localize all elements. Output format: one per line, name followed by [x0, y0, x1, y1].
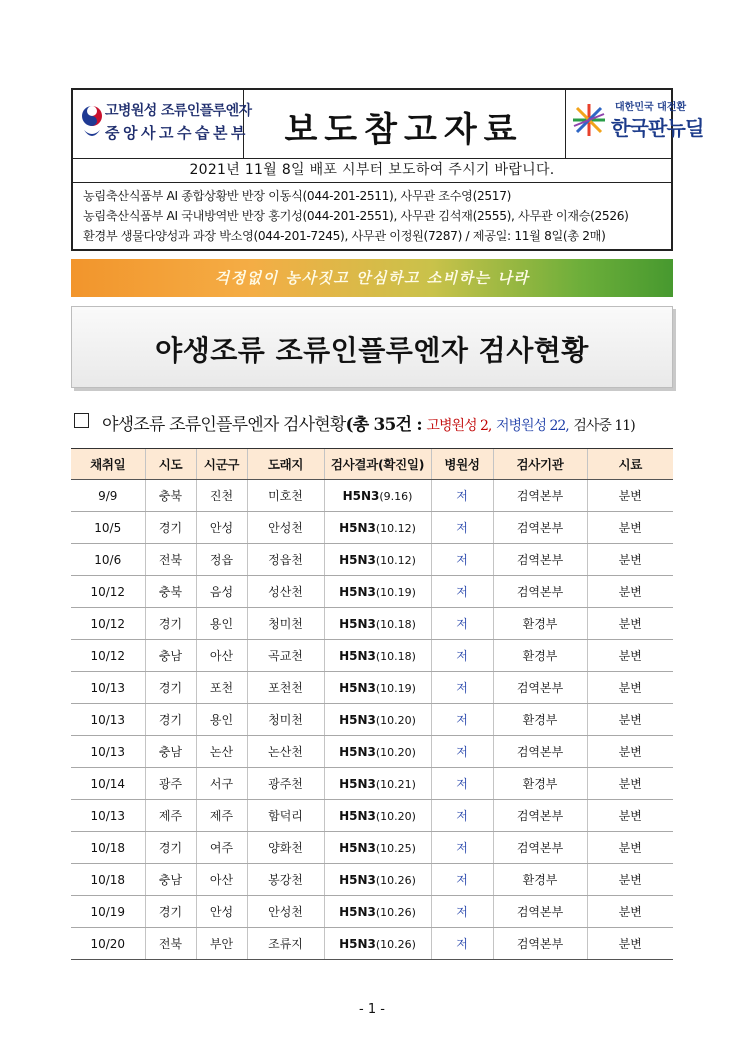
pathogenicity-cell: 저	[431, 640, 493, 672]
lab-cell: 검역본부	[493, 832, 587, 864]
province-cell: 전북	[145, 928, 196, 960]
column-header: 시군구	[196, 449, 247, 480]
result-subtype: H5N3	[339, 680, 376, 695]
result-cell	[324, 864, 431, 896]
district-cell: 제주	[196, 800, 247, 832]
lab-cell: 환경부	[493, 864, 587, 896]
province-cell: 경기	[145, 672, 196, 704]
pathogenicity-cell: 저	[431, 672, 493, 704]
site-cell: 정읍천	[247, 544, 324, 576]
date-cell: 10/12	[71, 576, 145, 608]
date-cell: 9/9	[71, 480, 145, 512]
province-cell: 경기	[145, 896, 196, 928]
slogan-banner	[71, 259, 673, 297]
column-header: 검사기관	[493, 449, 587, 480]
lab-cell: 검역본부	[493, 480, 587, 512]
confirm-date: (10.20)	[375, 713, 416, 727]
pathogenicity-cell: 저	[431, 480, 493, 512]
site-cell: 안성천	[247, 512, 324, 544]
lab-cell: 환경부	[493, 640, 587, 672]
date-cell: 10/5	[71, 512, 145, 544]
date-cell: 10/19	[71, 896, 145, 928]
column-header: 시도	[145, 449, 196, 480]
sample-cell: 분변	[587, 544, 673, 576]
province-cell: 전북	[145, 544, 196, 576]
pathogenicity-cell: 저	[431, 576, 493, 608]
table-row	[71, 608, 673, 640]
district-cell: 안성	[196, 512, 247, 544]
province-cell: 충남	[145, 864, 196, 896]
district-cell: 안성	[196, 896, 247, 928]
table-row	[71, 672, 673, 704]
site-cell: 양화천	[247, 832, 324, 864]
date-cell: 10/14	[71, 768, 145, 800]
confirm-date: (10.12)	[375, 521, 416, 535]
lab-cell: 검역본부	[493, 512, 587, 544]
lab-cell: 검역본부	[493, 800, 587, 832]
date-cell: 10/13	[71, 672, 145, 704]
confirm-date: (10.21)	[375, 777, 416, 791]
province-cell: 충남	[145, 736, 196, 768]
district-cell: 아산	[196, 864, 247, 896]
result-subtype: H5N3	[339, 840, 376, 855]
lab-cell: 환경부	[493, 768, 587, 800]
lab-cell: 검역본부	[493, 896, 587, 928]
press-header-box	[71, 88, 704, 251]
district-cell: 부안	[196, 928, 247, 960]
header-top-row	[73, 90, 704, 159]
high-path-count: 고병원성 2,	[426, 418, 492, 434]
contact-line: 환경부 생물다양성과 과장 박소영(044-201-7245), 사무관 이정원(7287) / 제공일: 11월 8일(총 2매)	[83, 229, 606, 243]
result-cell	[324, 512, 431, 544]
column-header: 도래지	[247, 449, 324, 480]
title-box	[71, 306, 673, 388]
district-cell: 진천	[196, 480, 247, 512]
table-row	[71, 576, 673, 608]
result-subtype: H5N3	[339, 552, 376, 567]
district-cell: 서구	[196, 768, 247, 800]
lab-cell: 환경부	[493, 608, 587, 640]
pathogenicity-cell: 저	[431, 896, 493, 928]
province-cell: 경기	[145, 512, 196, 544]
hq-name-line2: 중앙사고수습본부	[105, 124, 249, 142]
sample-cell: 분변	[587, 704, 673, 736]
sample-cell: 분변	[587, 800, 673, 832]
result-cell	[324, 736, 431, 768]
new-deal-star-icon	[571, 102, 607, 138]
result-cell	[324, 800, 431, 832]
result-cell	[324, 768, 431, 800]
section-label: 야생조류 조류인플루엔자 검사현황	[102, 415, 346, 435]
table-row	[71, 512, 673, 544]
column-header: 시료	[587, 449, 673, 480]
sample-cell: 분변	[587, 576, 673, 608]
site-cell: 봉강천	[247, 864, 324, 896]
lab-cell: 검역본부	[493, 672, 587, 704]
sample-cell: 분변	[587, 512, 673, 544]
hq-logo-cell	[73, 90, 252, 158]
table-header-row	[71, 449, 673, 480]
pathogenicity-cell: 저	[431, 928, 493, 960]
confirm-date: (9.16)	[379, 489, 413, 503]
site-cell: 함덕리	[247, 800, 324, 832]
date-cell: 10/20	[71, 928, 145, 960]
site-cell: 청미천	[247, 608, 324, 640]
province-cell: 경기	[145, 704, 196, 736]
province-cell: 광주	[145, 768, 196, 800]
press-title: 보도참고자료	[284, 110, 524, 150]
result-subtype: H5N3	[339, 808, 376, 823]
result-subtype: H5N3	[339, 872, 376, 887]
in-progress-count: 검사중 11)	[573, 418, 635, 434]
site-cell: 성산천	[247, 576, 324, 608]
section-count: (총 35건 :	[345, 415, 422, 435]
date-cell: 10/13	[71, 704, 145, 736]
date-cell: 10/18	[71, 832, 145, 864]
province-cell: 충북	[145, 480, 196, 512]
result-cell	[324, 576, 431, 608]
site-cell: 미호천	[247, 480, 324, 512]
sample-cell: 분변	[587, 928, 673, 960]
sample-cell: 분변	[587, 672, 673, 704]
table-row	[71, 736, 673, 768]
slogan-text: 걱정없이 농사짓고 안심하고 소비하는 나라	[214, 269, 530, 287]
press-title-cell	[243, 90, 566, 158]
column-header: 검사결과(확진일)	[324, 449, 431, 480]
checkbox-icon	[74, 413, 89, 428]
table-row	[71, 896, 673, 928]
district-cell: 정읍	[196, 544, 247, 576]
district-cell: 용인	[196, 704, 247, 736]
pathogenicity-cell: 저	[431, 864, 493, 896]
district-cell: 포천	[196, 672, 247, 704]
site-cell: 곡교천	[247, 640, 324, 672]
main-title: 야생조류 조류인플루엔자 검사현황	[155, 334, 589, 367]
result-cell	[324, 704, 431, 736]
date-cell: 10/18	[71, 864, 145, 896]
date-cell: 10/12	[71, 608, 145, 640]
table-row	[71, 864, 673, 896]
page-number: - 1 -	[359, 1002, 385, 1017]
lab-cell: 검역본부	[493, 928, 587, 960]
table-row	[71, 768, 673, 800]
province-cell: 충북	[145, 576, 196, 608]
pathogenicity-cell: 저	[431, 544, 493, 576]
result-subtype: H5N3	[342, 488, 380, 503]
contact-list	[83, 186, 629, 246]
result-subtype: H5N3	[339, 648, 376, 663]
confirm-date: (10.25)	[375, 841, 416, 855]
section-heading-text	[102, 410, 635, 435]
confirm-date: (10.19)	[375, 681, 416, 695]
district-cell: 논산	[196, 736, 247, 768]
hq-name-line1: 고병원성 조류인플루엔자	[105, 103, 252, 119]
table-row	[71, 480, 673, 512]
result-cell	[324, 480, 431, 512]
date-cell: 10/13	[71, 736, 145, 768]
site-cell: 포천천	[247, 672, 324, 704]
contact-line: 농림축산식품부 AI 국내방역반 반장 홍기성(044-201-2551), 사무관 김석재(2555), 사무관 이재승(2526)	[83, 209, 629, 223]
confirm-date: (10.26)	[375, 873, 416, 887]
result-cell	[324, 672, 431, 704]
pathogenicity-cell: 저	[431, 800, 493, 832]
result-cell	[324, 608, 431, 640]
test-results-table	[71, 448, 673, 960]
confirm-date: (10.18)	[375, 649, 416, 663]
column-header: 병원성	[431, 449, 493, 480]
district-cell: 아산	[196, 640, 247, 672]
table-row	[71, 832, 673, 864]
table-row	[71, 704, 673, 736]
table-row	[71, 544, 673, 576]
sample-cell: 분변	[587, 480, 673, 512]
sample-cell: 분변	[587, 640, 673, 672]
release-notice: 2021년 11월 8일 배포 시부터 보도하여 주시기 바랍니다.	[73, 158, 671, 183]
result-subtype: H5N3	[339, 776, 376, 791]
date-cell: 10/6	[71, 544, 145, 576]
confirm-date: (10.26)	[375, 937, 416, 951]
pathogenicity-cell: 저	[431, 832, 493, 864]
date-cell: 10/12	[71, 640, 145, 672]
contact-line: 농림축산식품부 AI 종합상황반 반장 이동식(044-201-2511), 사무관 조수영(2517)	[83, 189, 512, 203]
result-subtype: H5N3	[339, 744, 376, 759]
column-header: 채취일	[71, 449, 145, 480]
table-row	[71, 800, 673, 832]
taegeuk-emblem-icon	[81, 104, 103, 142]
pathogenicity-cell: 저	[431, 512, 493, 544]
sample-cell: 분변	[587, 896, 673, 928]
sample-cell: 분변	[587, 736, 673, 768]
province-cell: 제주	[145, 800, 196, 832]
result-cell	[324, 928, 431, 960]
lab-cell: 검역본부	[493, 576, 587, 608]
pathogenicity-cell: 저	[431, 704, 493, 736]
lab-cell: 환경부	[493, 704, 587, 736]
table-row	[71, 928, 673, 960]
new-deal-subtitle: 대한민국 대전환	[615, 102, 687, 113]
province-cell: 경기	[145, 608, 196, 640]
province-cell: 충남	[145, 640, 196, 672]
district-cell: 음성	[196, 576, 247, 608]
sample-cell: 분변	[587, 768, 673, 800]
district-cell: 여주	[196, 832, 247, 864]
site-cell: 조류지	[247, 928, 324, 960]
pathogenicity-cell: 저	[431, 736, 493, 768]
result-subtype: H5N3	[339, 904, 376, 919]
pathogenicity-cell: 저	[431, 608, 493, 640]
result-cell	[324, 896, 431, 928]
confirm-date: (10.18)	[375, 617, 416, 631]
result-subtype: H5N3	[339, 712, 376, 727]
date-cell: 10/13	[71, 800, 145, 832]
lab-cell: 검역본부	[493, 544, 587, 576]
province-cell: 경기	[145, 832, 196, 864]
site-cell: 논산천	[247, 736, 324, 768]
confirm-date: (10.12)	[375, 553, 416, 567]
pathogenicity-cell: 저	[431, 768, 493, 800]
result-cell	[324, 640, 431, 672]
table-body	[71, 480, 673, 960]
confirm-date: (10.19)	[375, 585, 416, 599]
district-cell: 용인	[196, 608, 247, 640]
lab-cell: 검역본부	[493, 736, 587, 768]
result-subtype: H5N3	[339, 616, 376, 631]
site-cell: 청미천	[247, 704, 324, 736]
table-row	[71, 640, 673, 672]
sample-cell: 분변	[587, 608, 673, 640]
result-cell	[324, 544, 431, 576]
result-subtype: H5N3	[339, 936, 376, 951]
new-deal-title: 한국판뉴딜	[611, 116, 704, 140]
result-subtype: H5N3	[339, 584, 376, 599]
low-path-count: 저병원성 22,	[495, 418, 569, 434]
site-cell: 안성천	[247, 896, 324, 928]
confirm-date: (10.20)	[375, 745, 416, 759]
confirm-date: (10.20)	[375, 809, 416, 823]
sample-cell: 분변	[587, 864, 673, 896]
site-cell: 광주천	[247, 768, 324, 800]
result-subtype: H5N3	[339, 520, 376, 535]
sample-cell: 분변	[587, 832, 673, 864]
korean-new-deal-cell	[565, 90, 704, 158]
result-cell	[324, 832, 431, 864]
confirm-date: (10.26)	[375, 905, 416, 919]
